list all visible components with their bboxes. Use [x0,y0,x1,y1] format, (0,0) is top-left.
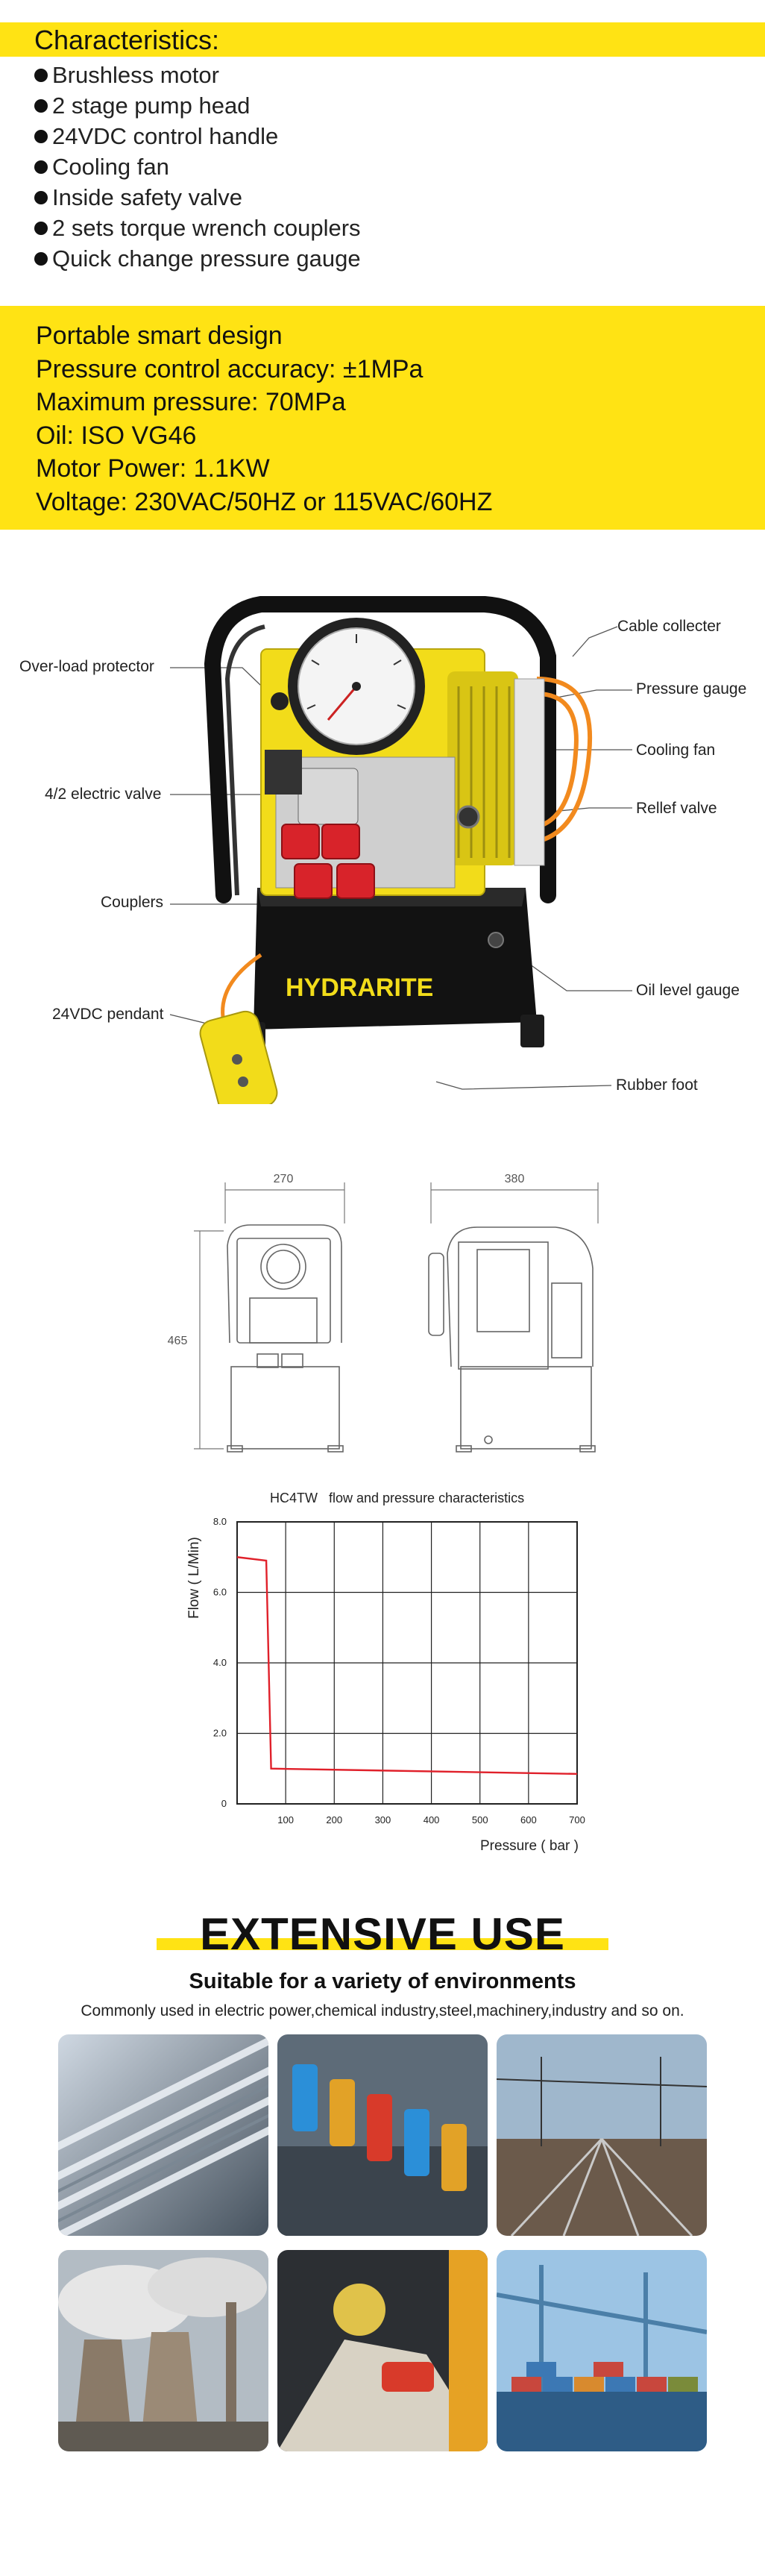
oil-tank [240,888,544,1053]
flow-pressure-chart [0,1481,765,1869]
characteristic-item: 2 stage pump head [34,90,361,121]
chart-x-tick-label: 400 [423,1814,440,1826]
bullet-icon [34,160,48,174]
front-view-drawing [227,1225,343,1452]
callout-couplers: Couplers [101,894,164,911]
chart-x-tick-label: 200 [326,1814,343,1826]
chart-x-axis-label: Pressure ( bar ) [480,1838,579,1854]
height-label: 465 [167,1335,188,1347]
chart-x-tick-label: 500 [471,1814,488,1826]
spec-item: Portable smart design [36,322,283,350]
spec-item: Voltage: 230VAC/50HZ or 115VAC/60HZ [36,487,493,516]
spec-item: Pressure control accuracy: ±1MPa [36,354,424,383]
bullet-icon [34,69,48,82]
chart-y-axis-label: Flow ( L/Min) [186,1537,202,1619]
callout-cooling-fan: Cooling fan [636,742,716,759]
bullet-icon [34,252,48,266]
bullet-icon [34,191,48,204]
characteristic-item: Inside safety valve [34,182,361,213]
chart-x-tick-label: 600 [520,1814,537,1826]
rubber-foot [520,1015,544,1047]
chart-x-tick-label: 700 [569,1814,585,1826]
extensive-use-description: Commonly used in electric power,chemical industry,steel,machinery,industry and so on. [81,2002,684,2019]
callout-cable-collecter: Cable collecter [617,618,721,635]
bullet-icon [34,222,48,235]
photo-shipping-port [497,2250,707,2451]
side-view-drawing [429,1227,595,1452]
relief-valve [458,806,479,827]
product-illustration [0,567,765,1104]
chart-x-tick-label: 100 [277,1814,294,1826]
specs-list [36,319,492,518]
bullet-icon [34,99,48,113]
chart-title: HC4TW flow and pressure characteristics [270,1491,525,1505]
chart-origin-label: 0 [221,1798,227,1809]
photo-hydraulic-connectors [277,2034,488,2236]
spec-item: Maximum pressure: 70MPa [36,388,346,416]
chart-y-tick-label: 6.0 [212,1586,227,1598]
callout-rubber-foot: Rubber foot [616,1077,698,1094]
callout-oil-level-gauge: Oil level gauge [636,982,740,999]
solenoid [265,750,302,795]
characteristic-item: Quick change pressure gauge [34,243,361,274]
photo-pipes [58,2034,268,2236]
callout-pendant: 24VDC pendant [52,1006,164,1023]
chart-series-line [237,1557,577,1774]
photo-power-plant [58,2250,268,2451]
characteristic-item: Cooling fan [34,151,361,182]
chart-y-tick-label: 8.0 [212,1516,227,1527]
characteristics-list [34,60,361,274]
characteristic-item: 24VDC control handle [34,121,361,151]
overload-protector [271,692,289,710]
cooling-fan [514,679,544,865]
callout-relief-valve: Rellef valve [636,800,717,817]
callout-overload-protector: Over-load protector [19,658,154,675]
chart-grid [237,1522,577,1804]
extensive-use-subtitle: Suitable for a variety of environments [189,1969,576,1993]
photo-railway [497,2034,707,2236]
dimension-drawings [0,1171,765,1462]
chart-y-tick-label: 2.0 [212,1727,227,1739]
extensive-use-title: EXTENSIVE USE [200,1909,565,1959]
brand-logo: HYDRARITE [286,974,434,1002]
chart-series [237,1557,577,1774]
photo-worker [277,2250,488,2451]
pressure-gauge [288,618,425,755]
characteristic-item: Brushless motor [34,60,361,90]
characteristic-item: 2 sets torque wrench couplers [34,213,361,243]
front-width-label: 270 [273,1173,294,1185]
callout-electric-valve: 4/2 electric valve [45,786,162,803]
characteristics-title: Characteristics: [34,25,220,55]
oil-level-gauge [488,933,503,947]
spec-item: Oil: ISO VG46 [36,421,197,450]
chart-x-tick-label: 300 [374,1814,391,1826]
bullet-icon [34,130,48,143]
electric-valve [298,768,358,824]
chart-y-tick-label: 4.0 [212,1657,227,1668]
side-width-label: 380 [504,1173,525,1185]
spec-item: Motor Power: 1.1KW [36,454,270,483]
callout-pressure-gauge: Pressure gauge [636,680,747,698]
